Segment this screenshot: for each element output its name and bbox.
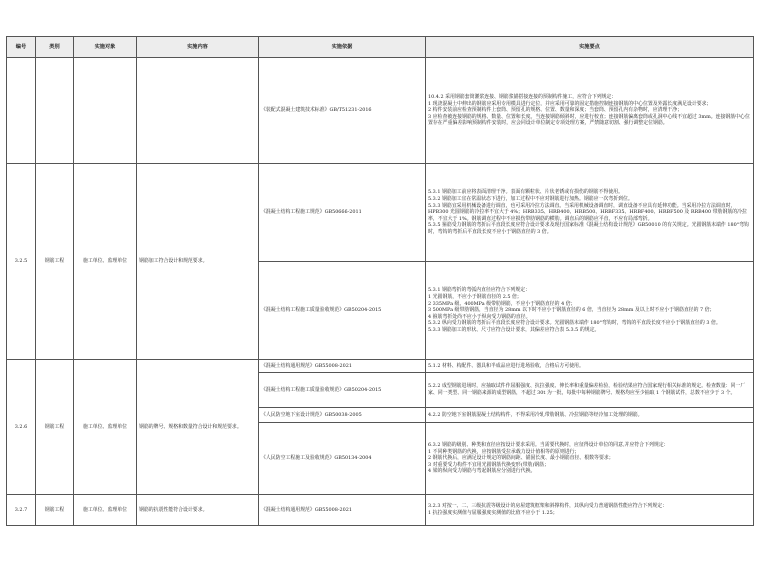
top-margin: [0, 0, 760, 36]
point-line: 5.3.3 钢筋宜采用机械设备进行调直，也可采用冷拉方法调直。当采用机械设备调直时，调直设备不应具有延伸功能。当采用冷拉方法调直时，HPB300 光圆钢筋的冷拉率不宜大于 4%；HRB335、HRB400、HRB500、HRBF335、HRBF400、HRBF500 及 RRB400 带肋钢筋的冷拉率，不宜大于 1%。钢筋调直过程中不应损伤带肋钢筋的横肋。调直后的钢筋应平直，不应有局部弯折。: [428, 202, 747, 222]
item-no: 3.2.6: [7, 360, 36, 495]
points-cell: [426, 262, 754, 360]
table-row: [7, 360, 754, 373]
point-line: 5.3.2 纵向受力钢筋的弯折后平直段长度应符合设计要求。光圆钢筋末端作 180°弯钩时，弯钩的平直段长度不应小于钢筋直径的 3 倍。: [428, 320, 721, 327]
header-points: 实施要点: [426, 37, 754, 58]
header-basis: 实施依据: [259, 37, 426, 58]
point-line: 4 梁的纵向受力钢筋与弯起钢筋应分别进行代换。: [428, 468, 536, 475]
table-header-row: [7, 37, 754, 58]
point-line: 10.4.2 采用钢筋套筒灌浆连接、钢筋浆锚搭接连接的预制构件施工，应符合下列规定：: [428, 94, 617, 101]
point-line: 5.3.1 钢筋弯折的弯弧内直径应符合下列规定：: [428, 287, 531, 294]
item-no: 3.2.5: [7, 164, 36, 360]
basis-cell: 《人民防空工程施工及验收规范》GB50134-2004: [259, 423, 426, 495]
points-cell: [426, 360, 754, 373]
item-target: 施工单位、监理单位: [74, 164, 137, 360]
point-line: 3 应检查被连接钢筋的规格、数量、位置和长度。当连接钢筋倾斜时，应进行校直；连接钢筋偏离套筒或孔洞中心线不宜超过 3mm。连接钢筋中心位置存在严重偏差影响预制构件安装时，应会同设计单位制定专项处理方案，严禁随意切割、强行调整定位钢筋。: [428, 113, 750, 127]
point-line: 1 不同种类钢筋的代换，应按钢筋受拉承载力设计值相等的原则进行；: [428, 448, 580, 455]
basis-cell: 《装配式混凝土建筑技术标准》GB/T51231-2016: [259, 58, 426, 164]
cell-empty: [36, 58, 74, 164]
basis-cell: 《混凝土结构通用规范》GB55008-2021: [259, 495, 426, 526]
point-line: 2 钢筋代换后，应满足设计规定的钢筋间距、锚固长度、最小钢筋直径、根数等要求；: [428, 455, 614, 462]
points-cell: [426, 58, 754, 164]
table-row: [7, 164, 754, 262]
table-row: [7, 495, 754, 526]
item-category: 钢筋工程: [36, 164, 74, 360]
points-cell: [426, 408, 754, 423]
header-target: 实施对象: [74, 37, 137, 58]
points-cell: [426, 164, 754, 262]
point-line: 5.3.2 钢筋加工宜在常温状态下进行，加工过程中不应对钢筋进行加热。钢筋应一次弯折到位。: [428, 196, 633, 203]
point-line: 5.2.2 成型钢筋进场时，应抽取试件作屈服强度、抗拉强度、伸长率和重量偏差检验，检验结果应符合国家现行相关标准的规定。检查数量：同一厂家、同一类型、同一钢筋来源的成型钢筋，不超过 30t 为一批，每批中每种钢筋牌号、规格均应至少抽取 1 个钢筋试件，总数不应少于 3 个。: [428, 383, 746, 396]
item-content: 钢筋的牌号、规格和数量符合设计和规范要求。: [137, 360, 259, 495]
basis-cell: 《人民防空地下室设计规范》GB50038-2005: [259, 408, 426, 423]
point-line: 5.1.2 材料、构配件、器具和半成品应进行进场验收，合格后方可使用。: [428, 362, 584, 369]
header-no: 编号: [7, 37, 36, 58]
table-row: [7, 58, 754, 164]
item-content: 钢筋的抗震性能符合设计要求。: [137, 495, 259, 526]
basis-cell: 《混凝土结构工程施工质量验收规范》GB50204-2015: [259, 262, 426, 360]
point-line: 3 500MPa 级带肋钢筋，当直径为 28mm 以下时不应小于钢筋直径的 6 倍，当直径为 28mm 及以上时不应小于钢筋直径的 7 倍；: [428, 307, 715, 314]
cell-empty: [74, 58, 137, 164]
point-line: 3 对重要受力构件不宜用光圆钢筋代换变形(带肋)钢筋；: [428, 461, 549, 468]
item-category: 钢筋工程: [36, 360, 74, 495]
point-line: 6.3.2 钢筋的级别、种类和直径应按设计要求采用。当需要代换时，应征得设计单位的同意,并应符合下列规定：: [428, 442, 669, 449]
item-target: 施工单位、监理单位: [74, 360, 137, 495]
point-line: 5.3.1 钢筋加工前应将表面清理干净。表面有颗粒状、片状老锈或有损伤的钢筋不得使用。: [428, 189, 623, 196]
points-cell: [426, 373, 754, 408]
point-line: 3.2.3 对按一、二、三级抗震等级设计的房屋建筑框架和斜撑构件，其纵向受力普通钢筋性能应符合下列规定：: [428, 503, 667, 510]
spec-table: [6, 36, 754, 526]
cell-empty: [7, 58, 36, 164]
point-line: 2 335MPa 级、400MPa 级带肋钢筋，不应小于钢筋直径的 4 倍；: [428, 300, 576, 307]
item-category: 钢筋工程: [36, 495, 74, 526]
point-line: 1 光圆钢筋，不应小于钢筋直径的 2.5 倍；: [428, 294, 522, 301]
point-line: 5.3.3 钢筋加工的形状、尺寸应符合设计要求，其偏差应符合表 5.3.5 的规定。: [428, 326, 600, 333]
point-line: 4 箍筋弯折处尚不应小于纵向受力钢筋的直径。: [428, 313, 531, 320]
points-cell: [426, 423, 754, 495]
point-line: 1 现浇混凝土中伸出的钢筋应采用专用模具进行定位，并应采用可靠的固定措施控制连接钢筋的中心位置及外露长度满足设计要求；: [428, 100, 712, 107]
basis-cell: 《混凝土结构工程施工质量验收规范》GB50204-2015: [259, 373, 426, 408]
item-no: 3.2.7: [7, 495, 36, 526]
header-content: 实施内容: [137, 37, 259, 58]
point-line: 4.2.2 防空地下室钢筋混凝土结构构件，不得采用冷轧带肋钢筋、冷拉钢筋等经冷加工处理的钢筋。: [428, 411, 643, 418]
item-content: 钢筋加工符合设计和规范要求。: [137, 164, 259, 360]
points-cell: [426, 495, 754, 526]
basis-cell: 《混凝土结构工程施工规范》GB50666-2011: [259, 164, 426, 262]
cell-empty: [137, 58, 259, 164]
header-category: 类别: [36, 37, 74, 58]
point-line: 5.3.5 箍筋受力钢筋的弯折后平直段长度应符合设计要求及现行国家标准《混凝土结构设计规范》GB50010 的有关规定。光圆钢筋末端作 180°弯钩时，弯钩的弯折后平直段长度不应小于钢筋直径的 3 倍。: [428, 222, 749, 235]
basis-cell: 《混凝土结构通用规范》GB55008-2021: [259, 360, 426, 373]
point-line: 1 抗拉强度实测值与屈服强度实测值的比值不应小于 1.25；: [428, 510, 558, 516]
item-target: 施工单位、监理单位: [74, 495, 137, 526]
point-line: 2 构件安装前应检查预制构件上套筒、预留孔的规格、位置、数量和深度；当套筒、预留孔内有杂物时，应清理干净；: [428, 107, 683, 114]
